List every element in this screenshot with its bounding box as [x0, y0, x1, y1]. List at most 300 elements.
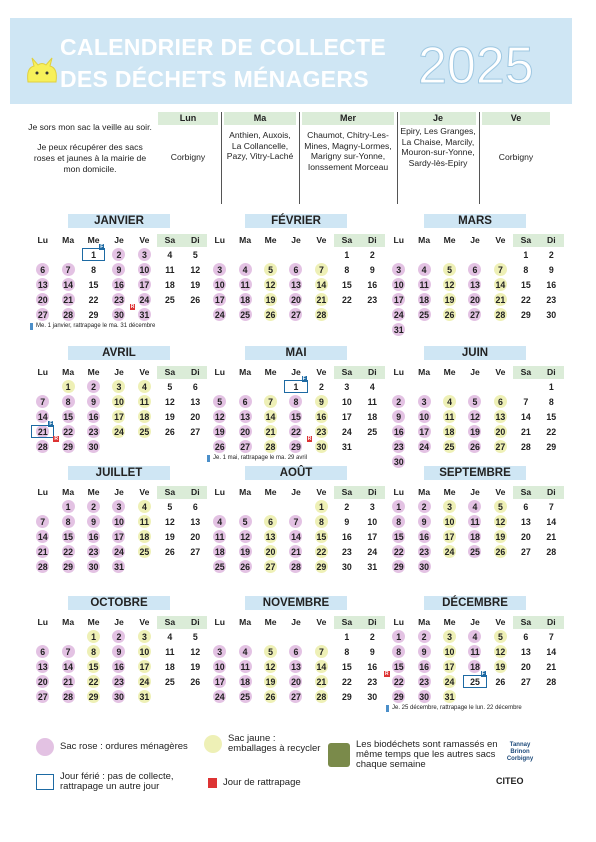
weekday: Sa	[157, 616, 182, 629]
day-cell: 11	[367, 396, 377, 407]
day-cell: 26	[258, 307, 283, 322]
weekday: Ve	[495, 617, 506, 627]
weekday: Je	[114, 617, 124, 627]
month-title: DÉCEMBRE	[424, 596, 526, 610]
weekday: Ma	[62, 617, 75, 627]
day-cell: 16	[411, 529, 436, 544]
day-cell: 25	[207, 559, 232, 574]
day-cell: 31 R	[132, 307, 157, 322]
day-cell: 28	[283, 559, 308, 574]
day-cell: 7	[55, 644, 80, 659]
day-cell: 27	[488, 439, 513, 454]
day-cell: 23	[367, 676, 378, 687]
day-cell: 29	[81, 689, 106, 704]
day-cell: 6	[523, 631, 529, 642]
day-cell: 9	[548, 264, 554, 275]
day-cell: 10	[132, 644, 157, 659]
day-cell: 2	[106, 629, 131, 644]
day-cell: 14	[520, 411, 531, 422]
weekday: Sa	[334, 486, 359, 499]
day-cell: 2	[369, 249, 375, 260]
day-cell: 3	[106, 499, 131, 514]
day-cell: 15	[81, 659, 106, 674]
month-4	[207, 346, 385, 462]
weekday: Di	[539, 486, 564, 499]
day-cell: 30	[106, 307, 131, 322]
day-header-ve: Ve	[482, 112, 550, 125]
day-cell: 4	[411, 262, 436, 277]
day-cell: 30	[411, 559, 436, 574]
day-cell: 28	[309, 689, 334, 704]
day-grid	[30, 629, 208, 704]
day-cell: 27	[520, 676, 531, 687]
day-cell-ma: Anthien, Auxois, La Collancelle, Pazy, Vitry-Laché	[226, 130, 294, 162]
day-cell: 21	[488, 292, 513, 307]
day-cell: 26	[207, 439, 232, 454]
day-cell: 10	[341, 396, 352, 407]
day-cell: 8	[55, 394, 80, 409]
day-cell: 2	[411, 629, 436, 644]
day-cell: 22 R	[386, 674, 411, 689]
day-cell: 23	[341, 546, 352, 557]
day-cell: 29	[309, 559, 334, 574]
day-cell: 11	[165, 646, 175, 657]
day-cell: 2	[548, 249, 554, 260]
weekday: Di	[539, 366, 564, 379]
day-cell: 31	[341, 441, 352, 452]
day-grid	[30, 379, 208, 454]
day-cell: 4	[132, 379, 157, 394]
day-cell: 1	[55, 499, 80, 514]
day-cell: 23	[411, 544, 436, 559]
weekday: Sa	[513, 366, 538, 379]
catchup-icon	[208, 778, 217, 788]
day-cell: 19	[462, 424, 487, 439]
day-cell: 9	[309, 394, 334, 409]
day-cell: 8	[55, 514, 80, 529]
month-2	[386, 214, 564, 337]
day-cell: 8	[344, 264, 350, 275]
day-cell: 27	[520, 546, 531, 557]
month-title: FÉVRIER	[245, 214, 347, 228]
day-cell: 6	[523, 501, 529, 512]
day-cell: 25	[132, 424, 157, 439]
weekday: Me	[443, 617, 456, 627]
day-cell: 5	[488, 629, 513, 644]
weekday: Ma	[239, 235, 252, 245]
weekday: Di	[360, 486, 385, 499]
day-cell: 19	[190, 279, 201, 290]
day-cell: 28	[488, 307, 513, 322]
day-cell: 4	[232, 644, 257, 659]
day-cell: 17	[207, 292, 232, 307]
day-cell: 30 R	[309, 439, 334, 454]
day-cell: 11	[165, 264, 175, 275]
day-cell: 22	[386, 544, 411, 559]
day-cell: 14	[546, 646, 557, 657]
day-cell: 12	[488, 514, 513, 529]
weekday: Je	[470, 617, 480, 627]
day-cell: 5	[462, 394, 487, 409]
day-cell: 24	[341, 426, 352, 437]
day-cell: 13	[258, 529, 283, 544]
day-cell: 28	[55, 307, 80, 322]
day-cell: 9	[81, 394, 106, 409]
day-cell: 26	[164, 546, 175, 557]
day-cell: 14	[309, 659, 334, 674]
day-cell: 8	[548, 396, 554, 407]
day-cell: 16	[367, 279, 378, 290]
weekday: Je	[291, 487, 301, 497]
day-cell: 1	[344, 631, 350, 642]
day-cell: 9	[81, 514, 106, 529]
day-cell: 12	[190, 264, 201, 275]
day-cell: 1 F	[283, 379, 308, 394]
day-cell: 5	[207, 394, 232, 409]
title-line-2: DES DÉCHETS MÉNAGERS	[60, 66, 369, 92]
month-1	[207, 214, 385, 322]
weekday: Di	[183, 234, 208, 247]
weekday-header	[30, 486, 208, 499]
day-cell: 19	[437, 292, 462, 307]
day-cell: 20	[190, 531, 201, 542]
day-cell: 12	[462, 409, 487, 424]
day-cell: 27	[283, 307, 308, 322]
weekday: Sa	[513, 616, 538, 629]
day-cell: 21	[30, 544, 55, 559]
day-cell: 18	[132, 409, 157, 424]
day-grid	[30, 247, 208, 322]
month-title: AOÛT	[245, 466, 347, 480]
day-cell: 22	[520, 294, 531, 305]
day-cell: 16	[81, 529, 106, 544]
day-cell: 5	[192, 249, 198, 260]
day-cell: 18	[232, 674, 257, 689]
day-cell: 16	[106, 277, 131, 292]
day-cell: 3	[207, 644, 232, 659]
weekday: Ma	[418, 487, 431, 497]
mascot-icon	[24, 56, 60, 91]
weekday: Sa	[334, 366, 359, 379]
weekday-header	[207, 234, 385, 247]
weekday: Lu	[393, 617, 404, 627]
day-cell: 8	[309, 514, 334, 529]
weekday: Me	[264, 367, 277, 377]
day-cell: 19	[190, 661, 201, 672]
day-cell: 30	[386, 454, 411, 469]
month-11	[386, 596, 564, 712]
day-cell: 24	[207, 307, 232, 322]
day-cell: 4	[462, 499, 487, 514]
day-cell: 19	[232, 544, 257, 559]
day-cell: 17	[411, 424, 436, 439]
weekday-header	[386, 486, 564, 499]
day-cell: 2	[81, 499, 106, 514]
day-cell: 11	[462, 644, 487, 659]
day-cell: 23	[309, 424, 334, 439]
day-header-je: Je	[400, 112, 476, 125]
day-cell: 7	[309, 644, 334, 659]
weekday: Ma	[418, 367, 431, 377]
legend-yellow: Sac jaune : emballages à recycler	[228, 733, 321, 754]
weekday: Lu	[37, 487, 48, 497]
day-cell: 26	[437, 307, 462, 322]
month-title: JUIN	[424, 346, 526, 360]
day-cell: 23	[106, 292, 131, 307]
day-cell: 8	[81, 644, 106, 659]
day-cell: 22	[341, 294, 352, 305]
day-cell: 17	[106, 529, 131, 544]
day-cell: 4	[232, 262, 257, 277]
day-cell: 21	[283, 544, 308, 559]
month-note: Je. 1 mai, rattrapage le ma. 29 avril	[207, 455, 385, 462]
weekday: Je	[470, 487, 480, 497]
day-cell: 18	[462, 659, 487, 674]
legend-pink: Sac rose : ordures ménagères	[60, 741, 188, 752]
day-cell: 2	[106, 247, 131, 262]
day-cell: 11	[437, 409, 462, 424]
day-cell: 29	[88, 309, 99, 320]
day-cell: 28	[258, 439, 283, 454]
day-cell: 16	[81, 409, 106, 424]
day-cell: 15	[309, 529, 334, 544]
day-cell: 6	[232, 394, 257, 409]
day-cell: 7	[55, 262, 80, 277]
day-cell: 14	[55, 659, 80, 674]
weekday-header	[30, 366, 208, 379]
day-grid	[207, 499, 385, 574]
day-cell: 10	[132, 262, 157, 277]
month-9	[30, 596, 208, 704]
day-cell: 16	[386, 424, 411, 439]
day-cell: 20	[190, 411, 201, 422]
day-cell: 18	[367, 411, 378, 422]
day-cell: 8	[344, 646, 350, 657]
day-cell: 27	[30, 689, 55, 704]
weekday: Di	[360, 366, 385, 379]
day-cell: 12	[488, 644, 513, 659]
day-cell: 30	[367, 691, 378, 702]
day-cell: 3	[132, 247, 157, 262]
day-cell-lun: Corbigny	[170, 152, 206, 162]
day-cell: 25	[232, 689, 257, 704]
weekday: Ve	[139, 367, 150, 377]
day-cell: 5	[232, 514, 257, 529]
month-0	[30, 214, 208, 330]
weekday: Me	[443, 235, 456, 245]
day-cell: 12	[232, 529, 257, 544]
weekday: Ve	[495, 487, 506, 497]
day-cell: 25	[462, 544, 487, 559]
day-cell: 2	[411, 499, 436, 514]
intro-text	[28, 122, 152, 184]
day-cell: 24	[411, 439, 436, 454]
day-cell: 28	[30, 559, 55, 574]
day-cell: 12	[207, 409, 232, 424]
day-cell: 11	[411, 277, 436, 292]
day-cell: 3	[207, 262, 232, 277]
weekday: Sa	[513, 234, 538, 247]
day-cell: 24	[106, 424, 131, 439]
day-cell: 13	[283, 659, 308, 674]
day-cell: 4	[207, 514, 232, 529]
weekday: Di	[183, 366, 208, 379]
day-cell: 13	[283, 277, 308, 292]
day-cell: 24	[106, 544, 131, 559]
day-cell: 22	[55, 544, 80, 559]
weekday: Me	[87, 367, 100, 377]
weekday: Ve	[316, 235, 327, 245]
day-cell: 22	[283, 424, 308, 439]
weekday: Lu	[214, 367, 225, 377]
day-cell: 8	[386, 514, 411, 529]
day-cell: 28	[546, 676, 557, 687]
weekday: Ve	[139, 487, 150, 497]
day-cell: 6	[30, 262, 55, 277]
day-cell: 6	[283, 644, 308, 659]
day-cell: 9	[411, 514, 436, 529]
citeo-logo: CITEO	[496, 776, 524, 786]
weekday: Je	[114, 235, 124, 245]
day-cell: 7	[283, 514, 308, 529]
month-10	[207, 596, 385, 704]
day-cell: 2	[386, 394, 411, 409]
day-cell: 25	[132, 544, 157, 559]
weekday: Ve	[139, 235, 150, 245]
day-cell: 3	[437, 499, 462, 514]
day-cell: 7	[488, 262, 513, 277]
month-title: SEPTEMBRE	[424, 466, 526, 480]
day-cell: 23	[386, 439, 411, 454]
day-cell: 7	[523, 396, 529, 407]
day-cell: 5	[258, 644, 283, 659]
day-cell: 28	[55, 689, 80, 704]
day-cell: 25	[164, 676, 175, 687]
day-cell: 19	[207, 424, 232, 439]
day-cell: 4	[437, 394, 462, 409]
day-cell: 27	[232, 439, 257, 454]
day-cell: 11	[232, 659, 257, 674]
day-cell: 19	[258, 674, 283, 689]
day-cell: 3	[344, 381, 350, 392]
day-cell: 13	[190, 396, 201, 407]
day-cell: 28	[520, 441, 531, 452]
day-cell-mer: Chaumot, Chitry-Les-Mines, Magny-Lormes, Marigny sur-Yonne, Ionssement Morceau	[304, 130, 392, 172]
weekday: Me	[443, 367, 456, 377]
weekday: Ve	[316, 617, 327, 627]
day-cell: 5	[488, 499, 513, 514]
weekday: Di	[539, 234, 564, 247]
collection-days-table	[158, 112, 550, 206]
weekday: Lu	[214, 617, 225, 627]
day-grid	[386, 247, 564, 337]
day-cell: 5	[437, 262, 462, 277]
day-cell: 27	[462, 307, 487, 322]
weekday: Di	[183, 486, 208, 499]
day-cell: 1	[55, 379, 80, 394]
weekday: Me	[87, 487, 100, 497]
day-cell: 1	[548, 381, 554, 392]
weekday: Lu	[393, 487, 404, 497]
day-cell: 4	[462, 629, 487, 644]
day-cell: 25	[164, 294, 175, 305]
day-cell: 6	[258, 514, 283, 529]
day-cell: 11	[232, 277, 257, 292]
day-cell: 11	[207, 529, 232, 544]
month-8	[386, 466, 564, 574]
day-cell: 24	[207, 689, 232, 704]
weekday: Sa	[334, 616, 359, 629]
day-cell: 23	[81, 544, 106, 559]
day-cell: 29	[283, 439, 308, 454]
day-cell: 31	[437, 689, 462, 704]
month-title: MARS	[424, 214, 526, 228]
day-cell-ve: Corbigny	[498, 152, 534, 162]
day-cell: 18	[437, 424, 462, 439]
day-cell: 26	[164, 426, 175, 437]
day-header-lun: Lun	[158, 112, 218, 125]
weekday-header	[30, 234, 208, 247]
day-cell: 10	[386, 277, 411, 292]
day-grid	[207, 247, 385, 322]
day-cell: 31	[132, 689, 157, 704]
day-cell: 21	[309, 292, 334, 307]
legend-holiday: Jour férié : pas de collecte, rattrapage un autre jour	[60, 771, 174, 792]
day-cell: 13	[30, 277, 55, 292]
day-cell: 21	[55, 674, 80, 689]
day-cell: 27	[30, 307, 55, 322]
legend-biowaste: Les biodéchets sont ramassés en même temps que les autres sacs chaque semaine	[356, 739, 498, 770]
weekday: Lu	[37, 617, 48, 627]
day-cell: 20	[520, 661, 531, 672]
day-cell: 1	[81, 629, 106, 644]
day-cell: 29 R	[55, 439, 80, 454]
day-cell: 29	[520, 309, 531, 320]
day-cell: 20	[30, 292, 55, 307]
day-cell: 27	[258, 559, 283, 574]
day-cell: 13	[462, 277, 487, 292]
weekday: Je	[114, 487, 124, 497]
day-cell: 10	[437, 644, 462, 659]
day-cell: 21	[309, 674, 334, 689]
day-cell: 26	[495, 676, 506, 687]
weekday: Lu	[37, 235, 48, 245]
day-cell: 29	[386, 559, 411, 574]
day-cell: 14	[546, 516, 557, 527]
legend	[28, 734, 568, 804]
weekday: Ma	[62, 235, 75, 245]
day-cell: 31	[367, 561, 378, 572]
month-note: Me. 1 janvier, rattrapage le ma. 31 décembre	[30, 323, 208, 330]
weekday: Lu	[214, 487, 225, 497]
day-cell: 3	[106, 379, 131, 394]
day-cell: 17	[132, 659, 157, 674]
weekday-header	[207, 486, 385, 499]
weekday: Me	[87, 235, 100, 245]
weekday: Je	[291, 367, 301, 377]
weekday: Sa	[513, 486, 538, 499]
weekday: Ve	[139, 617, 150, 627]
day-cell: 25 F	[462, 674, 487, 689]
weekday: Ve	[316, 367, 327, 377]
day-cell: 24	[437, 674, 462, 689]
weekday: Lu	[214, 235, 225, 245]
day-cell: 25	[367, 426, 378, 437]
weekday: Sa	[157, 366, 182, 379]
day-cell: 30	[81, 559, 106, 574]
day-cell: 31	[106, 559, 131, 574]
day-cell: 18	[462, 529, 487, 544]
